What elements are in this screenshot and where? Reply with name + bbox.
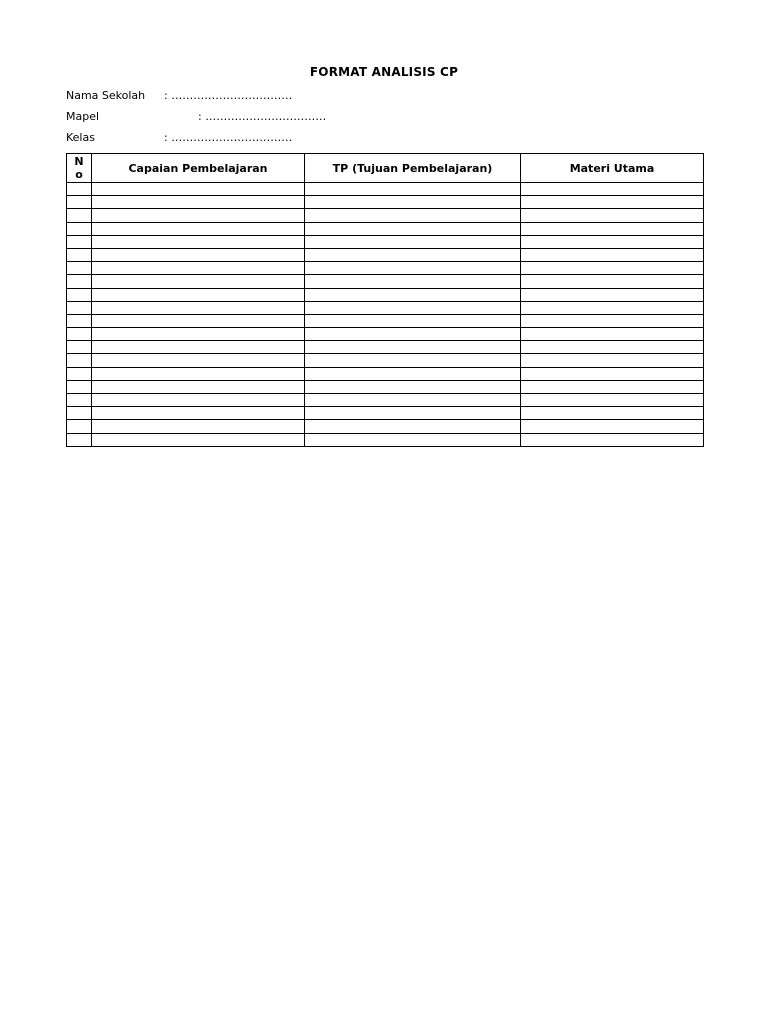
header-capaian-pembelajaran: Capaian Pembelajaran xyxy=(92,154,305,183)
cell-no xyxy=(67,314,92,327)
table-row xyxy=(67,262,704,275)
mapel-label: Mapel xyxy=(66,110,100,123)
nama-sekolah-value: : …………………………… xyxy=(164,89,293,102)
cell-tp xyxy=(305,314,521,327)
analisis-cp-table xyxy=(66,153,704,447)
table-row xyxy=(67,341,704,354)
cell-no xyxy=(67,209,92,222)
cell-capaian xyxy=(92,275,305,288)
cell-capaian xyxy=(92,222,305,235)
table-row xyxy=(67,288,704,301)
cell-capaian xyxy=(92,341,305,354)
cell-capaian xyxy=(92,301,305,314)
cell-capaian xyxy=(92,367,305,380)
cell-capaian xyxy=(92,433,305,446)
cell-materi xyxy=(521,407,704,420)
cell-capaian xyxy=(92,328,305,341)
cell-tp xyxy=(305,288,521,301)
cell-materi xyxy=(521,288,704,301)
cell-capaian xyxy=(92,196,305,209)
cell-materi xyxy=(521,314,704,327)
cell-no xyxy=(67,354,92,367)
cell-no xyxy=(67,196,92,209)
table-row xyxy=(67,183,704,196)
table-row xyxy=(67,354,704,367)
cell-capaian xyxy=(92,394,305,407)
table-row xyxy=(67,407,704,420)
cell-no xyxy=(67,248,92,261)
cell-no xyxy=(67,433,92,446)
cell-capaian xyxy=(92,183,305,196)
document-title: FORMAT ANALISIS CP xyxy=(309,65,459,79)
cell-materi xyxy=(521,341,704,354)
cell-tp xyxy=(305,183,521,196)
cell-no xyxy=(67,420,92,433)
cell-no xyxy=(67,275,92,288)
header-no-line1: N xyxy=(74,155,84,168)
cell-tp xyxy=(305,407,521,420)
cell-materi xyxy=(521,301,704,314)
cell-tp xyxy=(305,341,521,354)
cell-materi xyxy=(521,433,704,446)
table-row xyxy=(67,248,704,261)
header-no xyxy=(67,154,92,183)
table-row xyxy=(67,433,704,446)
cell-no xyxy=(67,183,92,196)
cell-tp xyxy=(305,222,521,235)
table-header-row xyxy=(67,154,704,183)
table-row xyxy=(67,420,704,433)
table-row xyxy=(67,328,704,341)
nama-sekolah-label: Nama Sekolah xyxy=(66,89,146,102)
cell-tp xyxy=(305,262,521,275)
cell-capaian xyxy=(92,288,305,301)
cell-materi xyxy=(521,394,704,407)
cell-materi xyxy=(521,183,704,196)
table-row xyxy=(67,235,704,248)
cell-no xyxy=(67,222,92,235)
cell-no xyxy=(67,288,92,301)
table-row xyxy=(67,222,704,235)
cell-tp xyxy=(305,420,521,433)
table-row xyxy=(67,380,704,393)
cell-materi xyxy=(521,367,704,380)
kelas-label: Kelas xyxy=(66,131,95,144)
cell-no xyxy=(67,328,92,341)
cell-materi xyxy=(521,262,704,275)
cell-tp xyxy=(305,433,521,446)
cell-materi xyxy=(521,275,704,288)
cell-tp xyxy=(305,235,521,248)
header-no-line2: o xyxy=(75,168,83,181)
table-row xyxy=(67,301,704,314)
cell-capaian xyxy=(92,420,305,433)
cell-no xyxy=(67,380,92,393)
cell-tp xyxy=(305,394,521,407)
cell-tp xyxy=(305,328,521,341)
table-row xyxy=(67,209,704,222)
cell-capaian xyxy=(92,314,305,327)
header-tujuan-pembelajaran: TP (Tujuan Pembelajaran) xyxy=(305,154,521,183)
cell-no xyxy=(67,301,92,314)
table-row xyxy=(67,196,704,209)
cell-materi xyxy=(521,209,704,222)
cell-no xyxy=(67,407,92,420)
cell-capaian xyxy=(92,354,305,367)
cell-capaian xyxy=(92,407,305,420)
cell-materi xyxy=(521,222,704,235)
cell-tp xyxy=(305,380,521,393)
cell-tp xyxy=(305,275,521,288)
mapel-value: : …………………………… xyxy=(198,110,327,123)
cell-no xyxy=(67,262,92,275)
table-row xyxy=(67,275,704,288)
kelas-value: : …………………………… xyxy=(164,131,293,144)
cell-no xyxy=(67,394,92,407)
cell-tp xyxy=(305,196,521,209)
cell-materi xyxy=(521,354,704,367)
cell-materi xyxy=(521,420,704,433)
cell-capaian xyxy=(92,209,305,222)
table-body xyxy=(67,183,704,447)
cell-no xyxy=(67,367,92,380)
table-row xyxy=(67,314,704,327)
cell-materi xyxy=(521,248,704,261)
cell-tp xyxy=(305,248,521,261)
cell-materi xyxy=(521,328,704,341)
table-row xyxy=(67,367,704,380)
cell-tp xyxy=(305,367,521,380)
cell-capaian xyxy=(92,380,305,393)
cell-tp xyxy=(305,209,521,222)
header-materi-utama: Materi Utama xyxy=(521,154,704,183)
cell-materi xyxy=(521,235,704,248)
cell-tp xyxy=(305,354,521,367)
cell-materi xyxy=(521,196,704,209)
cell-capaian xyxy=(92,262,305,275)
cell-capaian xyxy=(92,248,305,261)
table-row xyxy=(67,394,704,407)
cell-no xyxy=(67,235,92,248)
cell-tp xyxy=(305,301,521,314)
cell-no xyxy=(67,341,92,354)
cell-capaian xyxy=(92,235,305,248)
cell-materi xyxy=(521,380,704,393)
